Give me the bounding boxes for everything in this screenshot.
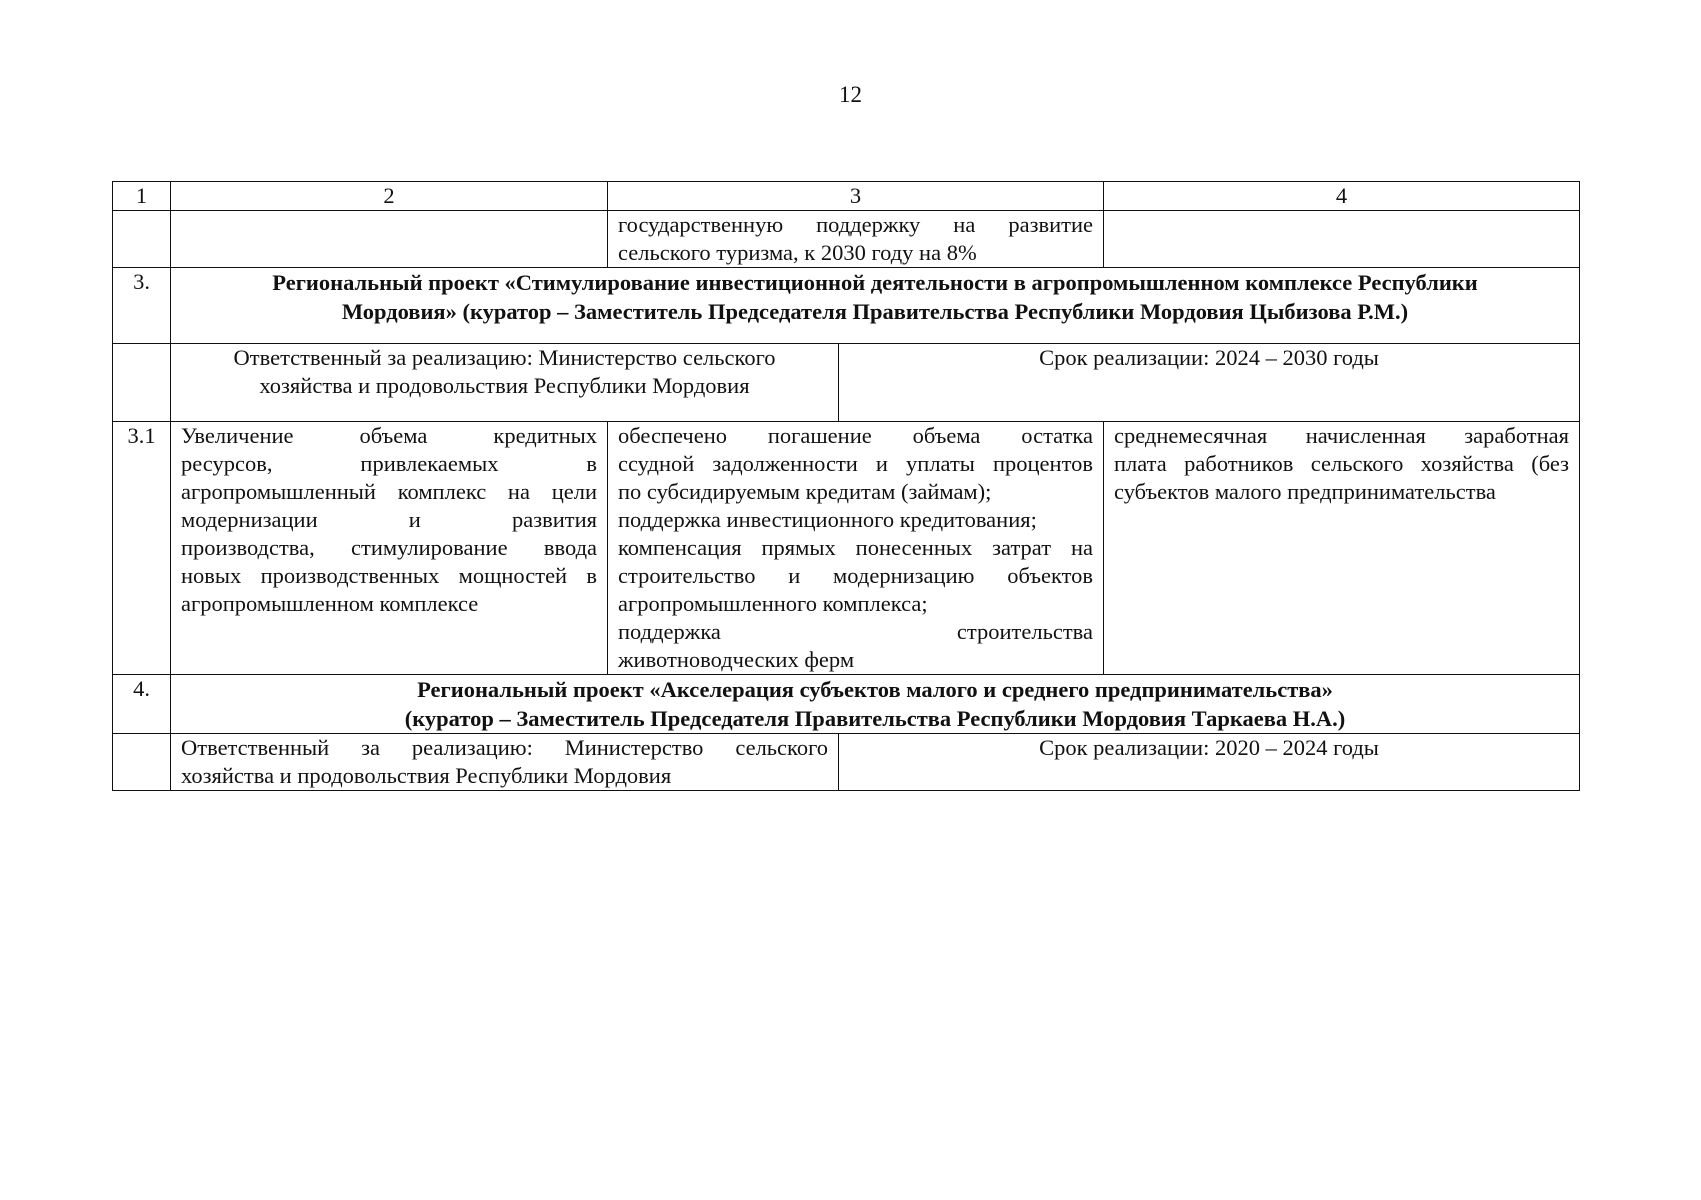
continuation-num-cell: [113, 211, 171, 268]
row-3-1-col4-line: плата работников сельского хозяйства (без: [1114, 451, 1569, 476]
row-3-1-col2-line: Увеличение объема кредитных: [181, 423, 597, 448]
row-3-1-col3-line: агропромышленного комплекса;: [618, 591, 928, 616]
continuation-col3-cell: [608, 211, 1104, 268]
row-3-1-col4-line: среднемесячная начисленная заработная: [1114, 423, 1569, 448]
row-3-1-col3: [608, 422, 1104, 675]
continuation-col4-cell: [1104, 211, 1580, 268]
row-3-1-col2-line: агропромышленный комплекс на цели: [181, 479, 597, 504]
project-4-info-row: [113, 734, 1580, 791]
continuation-col2-cell: [171, 211, 608, 268]
row-3-1-col2-line: модернизации и развития: [181, 507, 597, 532]
row-3-1-col2-line: ресурсов, привлекаемых в: [181, 451, 597, 476]
row-3-1-col3-line: поддержка строительства: [618, 619, 1093, 644]
row-3-1-number: 3.1: [113, 422, 171, 675]
row-3-1-col3-line: поддержка инвестиционного кредитования;: [618, 507, 1037, 532]
continuation-row: [113, 211, 1580, 268]
row-3-1-col4-line: субъектов малого предпринимательства: [1114, 479, 1496, 504]
project-3-number: 3.: [113, 268, 171, 344]
project-4-number: 4.: [113, 675, 171, 734]
project-4-responsible-line-2: хозяйства и продовольствия Республики Мордовия: [181, 763, 672, 788]
row-3-1-col4: [1104, 422, 1580, 675]
project-4-responsible-line-1: Ответственный за реализацию: Министерство сельского: [181, 735, 828, 760]
column-header-4: 4: [1104, 182, 1580, 211]
row-3-1-col3-line: по субсидируемым кредитам (займам);: [618, 479, 992, 504]
project-4-title-line-2: (куратор – Заместитель Председателя Правительства Республики Мордовия Таркаева Н.А.): [404, 706, 1346, 731]
project-3-responsible-line-1: Ответственный за реализацию: Министерство сельского: [233, 345, 776, 370]
column-header-1: 1: [113, 182, 171, 211]
row-3-1-col3-line: компенсация прямых понесенных затрат на: [618, 535, 1093, 560]
project-3-title-row: [113, 268, 1580, 344]
row-3-1-col2-line: производства, стимулирование ввода: [181, 535, 597, 560]
continuation-line-2: сельского туризма, к 2030 году на 8%: [618, 240, 977, 265]
project-3-responsible: [171, 344, 839, 422]
project-4-title-row: [113, 675, 1580, 734]
row-3-1-col3-line: строительство и модернизацию объектов: [618, 563, 1093, 588]
row-3-1: [113, 422, 1580, 675]
plan-table: [112, 181, 1580, 791]
continuation-line-1: государственную поддержку на развитие: [618, 212, 1093, 237]
project-3-title: [171, 268, 1580, 344]
row-3-1-col3-line: ссудной задолженности и уплаты процентов: [618, 451, 1093, 476]
project-4-term: Срок реализации: 2020 – 2024 годы: [839, 734, 1580, 791]
project-4-info-num-cell: [113, 734, 171, 791]
column-number-row: [113, 182, 1580, 211]
project-4-title-line-1: Региональный проект «Акселерация субъектов малого и среднего предпринимательства»: [417, 677, 1333, 702]
row-3-1-col3-line: животноводческих ферм: [618, 647, 855, 672]
project-3-title-line-1: Региональный проект «Стимулирование инвестиционной деятельности в агропромышленном комплексе Республики: [272, 270, 1478, 295]
project-3-info-row: [113, 344, 1580, 422]
project-4-responsible: [171, 734, 839, 791]
row-3-1-col2-line: новых производственных мощностей в: [181, 563, 597, 588]
project-3-responsible-line-2: хозяйства и продовольствия Республики Мордовия: [259, 373, 750, 398]
project-3-info-num-cell: [113, 344, 171, 422]
row-3-1-col2-line: агропромышленном комплексе: [181, 591, 479, 616]
row-3-1-col3-line: обеспечено погашение объема остатка: [618, 423, 1093, 448]
project-4-title: [171, 675, 1580, 734]
project-3-term: Срок реализации: 2024 – 2030 годы: [839, 344, 1580, 422]
page-number: 12: [839, 82, 862, 107]
column-header-2: 2: [171, 182, 608, 211]
project-3-title-line-2: Мордовия» (куратор – Заместитель Председателя Правительства Республики Мордовия Цыбизова Р.М.): [341, 299, 1409, 324]
row-3-1-col2: [171, 422, 608, 675]
column-header-3: 3: [608, 182, 1104, 211]
